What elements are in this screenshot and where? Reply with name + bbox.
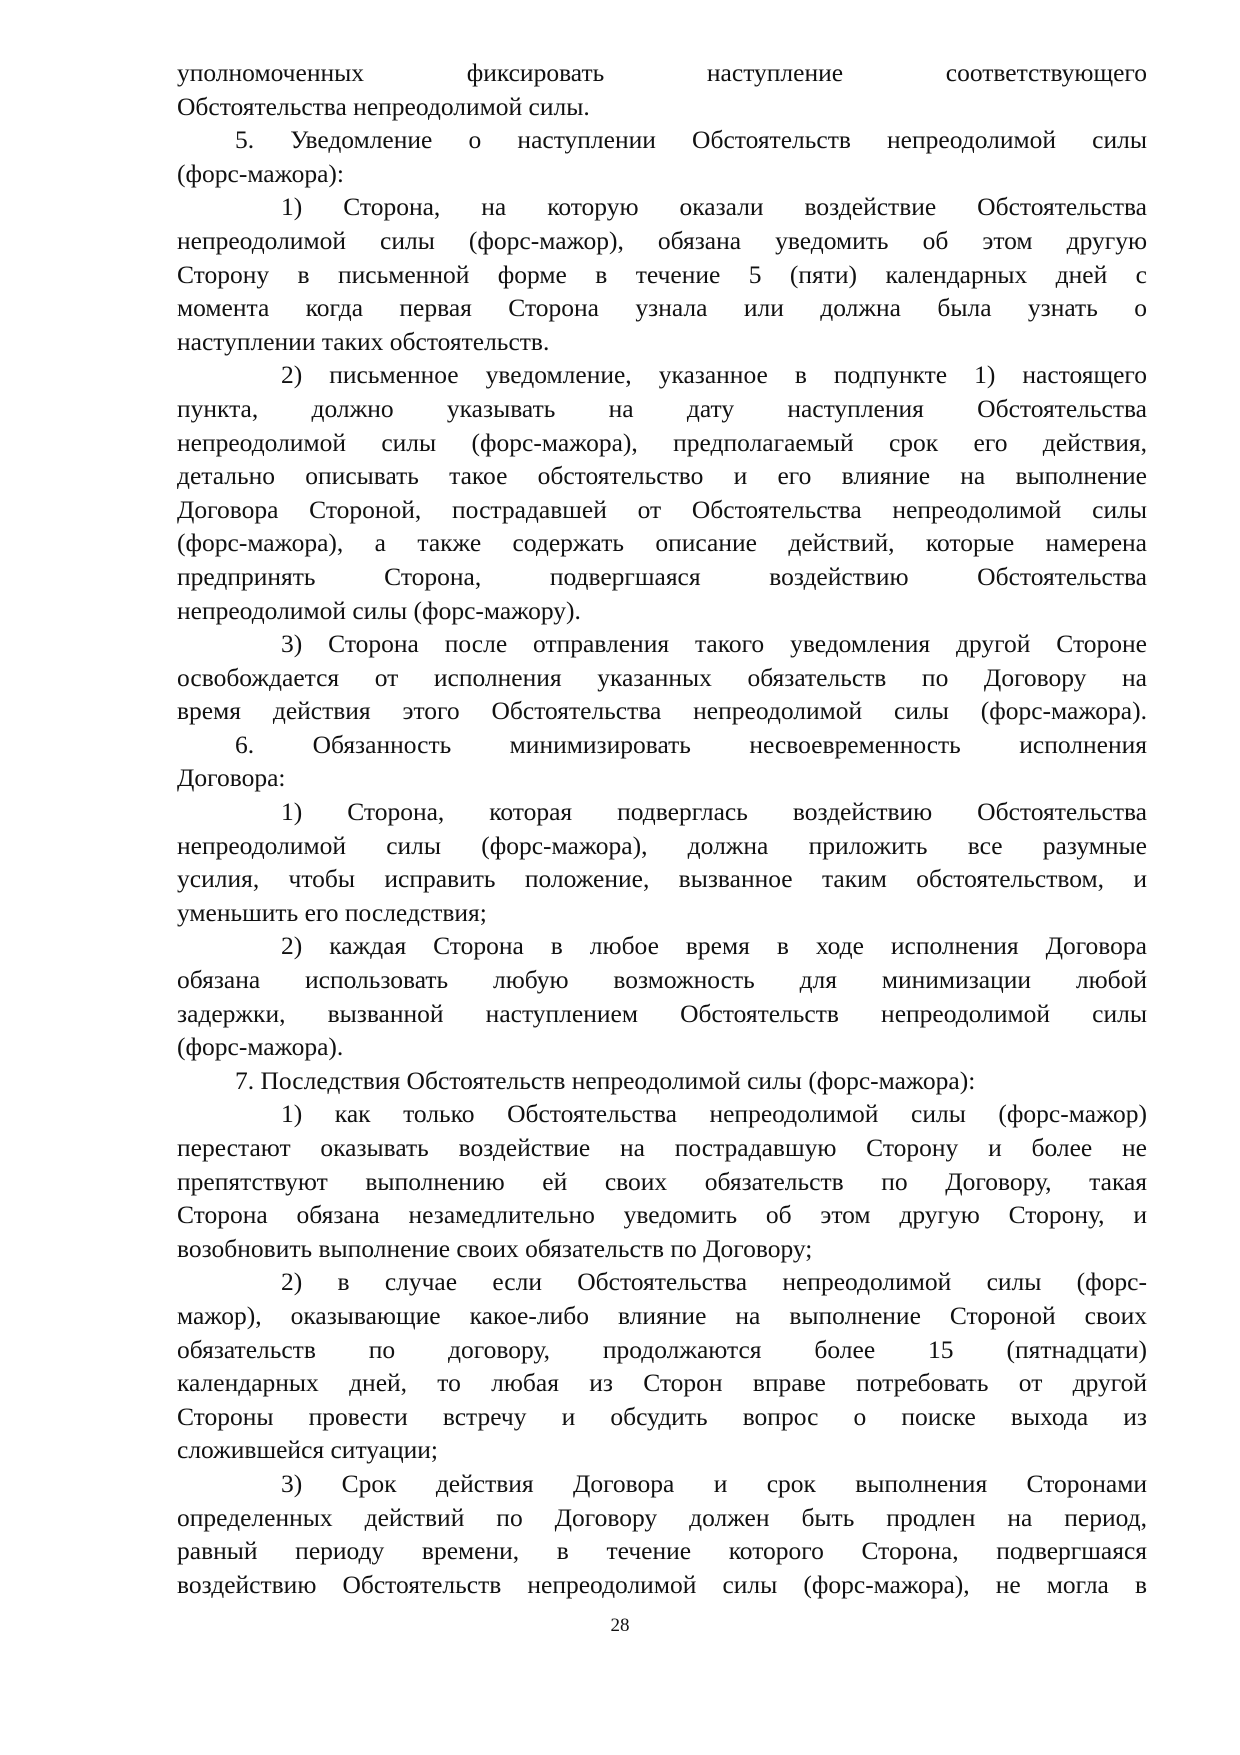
- text-line: 2) в случае если Обстоятельства непреодолимой силы (форс-: [281, 1267, 1147, 1297]
- text-line: (форс-мажора), а также содержать описание действий, которые намерена: [177, 528, 1147, 558]
- text-line: препятствуют выполнению ей своих обязательств по Договору, такая: [177, 1166, 1147, 1196]
- text-line: пункта, должно указывать на дату наступления Обстоятельства: [177, 393, 1147, 423]
- text-line: непреодолимой силы (форс-мажора), должна приложить все разумные: [177, 830, 1147, 860]
- text-line: перестают оказывать воздействие на пострадавшую Сторону и более не: [177, 1133, 1147, 1162]
- text-line: Договора:: [177, 763, 286, 793]
- text-line: календарных дней, то любая из Сторон вправе потребовать от другой: [177, 1368, 1147, 1398]
- text-line: Обстоятельства непреодолимой силы.: [177, 91, 590, 121]
- text-line: воздействию Обстоятельств непреодолимой силы (форс-мажора), не могла в: [177, 1569, 1147, 1599]
- text-line: Сторону в письменной форме в течение 5 (пяти) календарных дней с: [177, 259, 1147, 289]
- text-line: равный периоду времени, в течение которого Сторона, подвергшаяся: [177, 1536, 1147, 1566]
- text-line: непреодолимой силы (форс-мажору).: [177, 595, 581, 625]
- text-line: 3) Сторона после отправления такого уведомления другой Стороне: [281, 629, 1147, 659]
- text-line: (форс-мажора):: [177, 158, 344, 188]
- text-line: мажор), оказывающие какое-либо влияние на выполнение Стороной своих: [177, 1300, 1147, 1330]
- text-line: задержки, вызванной наступлением Обстоятельств непреодолимой силы: [177, 998, 1147, 1028]
- text-line: обязательств по договору, продолжаются более 15 (пятнадцати): [177, 1334, 1147, 1364]
- text-line: освобождается от исполнения указанных обязательств по Договору на: [177, 662, 1147, 692]
- text-line: обязана использовать любую возможность для минимизации любой: [177, 965, 1147, 995]
- text-line: 6. Обязанность минимизировать несвоевременность исполнения: [235, 729, 1147, 759]
- text-line: (форс-мажора).: [177, 1032, 344, 1062]
- document-body: [177, 56, 1147, 1601]
- text-line: 2) каждая Сторона в любое время в ходе исполнения Договора: [281, 931, 1147, 961]
- text-line: Сторона обязана незамедлительно уведомить об этом другую Сторону, и: [177, 1200, 1147, 1230]
- text-line: непреодолимой силы (форс-мажор), обязана уведомить об этом другую: [177, 225, 1147, 255]
- text-line: момента когда первая Сторона узнала или должна была узнать о: [177, 293, 1147, 323]
- page-number: 28: [610, 1615, 630, 1636]
- text-line: определенных действий по Договору должен быть продлен на период,: [177, 1502, 1147, 1532]
- text-line: уполномоченных фиксировать наступление соответствующего: [177, 58, 1147, 87]
- text-line: усилия, чтобы исправить положение, вызванное таким обстоятельством, и: [177, 864, 1147, 894]
- text-line: Стороны провести встречу и обсудить вопрос о поиске выхода из: [177, 1401, 1147, 1431]
- text-line: 5. Уведомление о наступлении Обстоятельств непреодолимой силы: [235, 125, 1147, 155]
- text-line: непреодолимой силы (форс-мажора), предполагаемый срок его действия,: [177, 427, 1147, 457]
- text-line: 1) Сторона, на которую оказали воздействие Обстоятельства: [281, 192, 1147, 222]
- text-line: детально описывать такое обстоятельство и его влияние на выполнение: [177, 461, 1147, 491]
- text-line: 1) как только Обстоятельства непреодолимой силы (форс-мажор): [281, 1099, 1147, 1129]
- text-line: уменьшить его последствия;: [177, 897, 487, 927]
- text-line: 3) Срок действия Договора и срок выполнения Сторонами: [281, 1468, 1147, 1498]
- text-line: время действия этого Обстоятельства непреодолимой силы (форс-мажора).: [177, 696, 1147, 726]
- text-line: сложившейся ситуации;: [177, 1435, 439, 1465]
- text-line: возобновить выполнение своих обязательств по Договору;: [177, 1233, 813, 1263]
- text-line: 2) письменное уведомление, указанное в подпункте 1) настоящего: [281, 360, 1147, 390]
- text-line: 7. Последствия Обстоятельств непреодолимой силы (форс-мажора):: [235, 1065, 976, 1095]
- text-line: 1) Сторона, которая подверглась воздействию Обстоятельства: [281, 797, 1147, 827]
- text-line: предпринять Сторона, подвергшаяся воздействию Обстоятельства: [177, 561, 1147, 591]
- text-line: Договора Стороной, пострадавшей от Обстоятельства непреодолимой силы: [177, 494, 1147, 524]
- text-line: наступлении таких обстоятельств.: [177, 326, 550, 356]
